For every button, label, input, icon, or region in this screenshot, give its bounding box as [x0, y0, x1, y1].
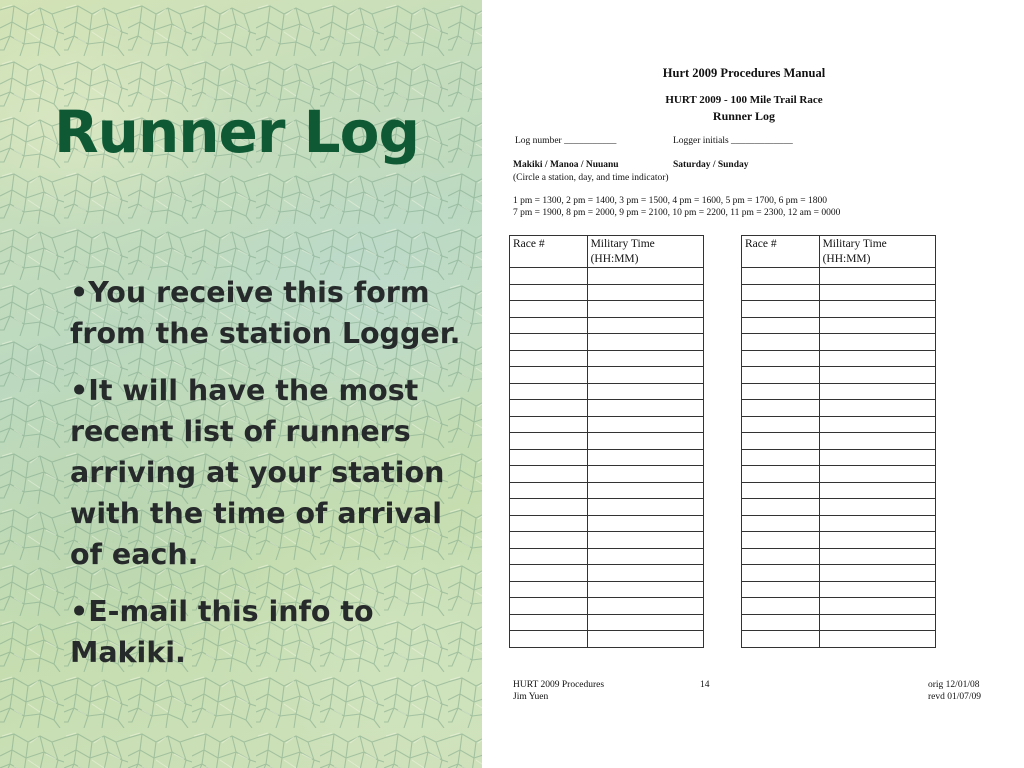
table-row [510, 350, 704, 367]
table-row [510, 301, 704, 318]
table-header-row [742, 236, 936, 268]
table-row [742, 631, 936, 648]
military-time-cell [819, 400, 935, 417]
military-time-cell [587, 350, 703, 367]
runner-log-table-left [509, 235, 704, 648]
military-time-cell [819, 433, 935, 450]
military-time-cell [819, 383, 935, 400]
military-time-cell [587, 482, 703, 499]
military-time-cell [587, 466, 703, 483]
military-time-cell [819, 350, 935, 367]
race-number-header: Race # [510, 236, 588, 268]
race-number-cell [742, 268, 820, 285]
military-time-cell [587, 334, 703, 351]
military-time-cell [587, 367, 703, 384]
day-options: Saturday / Sunday [673, 160, 749, 170]
military-time-cell [819, 598, 935, 615]
military-time-cell [587, 383, 703, 400]
table-row [742, 449, 936, 466]
table-row [742, 433, 936, 450]
bullet-receive-form: •You receive this form from the station Logger. [70, 276, 461, 350]
table-row [510, 581, 704, 598]
race-number-cell [510, 466, 588, 483]
table-row [510, 598, 704, 615]
footer-original-date: orig 12/01/08 [928, 680, 980, 690]
race-number-cell [510, 565, 588, 582]
military-time-cell [587, 400, 703, 417]
military-time-cell [587, 449, 703, 466]
manual-title: Hurt 2009 Procedures Manual [662, 66, 826, 80]
table-row [510, 433, 704, 450]
race-number-cell [510, 449, 588, 466]
race-number-cell [742, 515, 820, 532]
military-time-cell [587, 631, 703, 648]
military-time-cell [587, 416, 703, 433]
military-time-cell [587, 548, 703, 565]
footer-author: Jim Yuen [513, 692, 549, 702]
race-title: HURT 2009 - 100 Mile Trail Race [665, 94, 823, 106]
race-number-cell [510, 416, 588, 433]
textured-background-panel [0, 0, 482, 768]
table-row [510, 499, 704, 516]
military-time-cell [587, 532, 703, 549]
table-row [742, 334, 936, 351]
time-conversion-line-2: 7 pm = 1900, 8 pm = 2000, 9 pm = 2100, 10 pm = 2200, 11 pm = 2300, 12 am = 0000 [513, 208, 841, 218]
bullet-list [70, 272, 470, 689]
military-time-cell [819, 482, 935, 499]
table-row [510, 548, 704, 565]
race-number-cell [510, 301, 588, 318]
table-row [742, 598, 936, 615]
table-row [510, 317, 704, 334]
military-time-cell [587, 499, 703, 516]
table-row [742, 284, 936, 301]
table-row [510, 449, 704, 466]
race-number-cell [742, 350, 820, 367]
race-number-cell [742, 367, 820, 384]
race-number-cell [510, 284, 588, 301]
race-number-cell [742, 598, 820, 615]
military-time-cell [819, 466, 935, 483]
race-number-header: Race # [742, 236, 820, 268]
table-row [742, 317, 936, 334]
footer-page-number: 14 [700, 680, 710, 690]
footer-doc-name: HURT 2009 Procedures [513, 680, 605, 690]
military-time-header: Military Time (HH:MM) [587, 236, 703, 268]
footer-revised-date: revd 01/07/09 [928, 692, 982, 702]
slide-title: Runner Log [54, 98, 419, 166]
table-row [742, 400, 936, 417]
race-number-cell [510, 482, 588, 499]
circle-instruction: (Circle a station, day, and time indicator) [513, 173, 669, 183]
military-time-cell [819, 301, 935, 318]
time-conversion-line-1: 1 pm = 1300, 2 pm = 1400, 3 pm = 1500, 4 pm = 1600, 5 pm = 1700, 6 pm = 1800 [513, 196, 827, 206]
race-number-cell [742, 383, 820, 400]
race-number-cell [510, 433, 588, 450]
table-row [510, 284, 704, 301]
military-time-cell [819, 581, 935, 598]
table-body [510, 268, 704, 648]
race-number-cell [510, 383, 588, 400]
military-time-cell [819, 565, 935, 582]
race-number-cell [742, 334, 820, 351]
race-number-cell [742, 400, 820, 417]
table-row [510, 515, 704, 532]
table-row [510, 532, 704, 549]
military-time-cell [587, 598, 703, 615]
race-number-cell [510, 334, 588, 351]
military-time-cell [587, 515, 703, 532]
race-number-cell [742, 548, 820, 565]
military-time-cell [819, 284, 935, 301]
military-time-cell [587, 581, 703, 598]
table-header-row [510, 236, 704, 268]
race-number-cell [510, 499, 588, 516]
military-time-cell [819, 515, 935, 532]
race-number-cell [742, 631, 820, 648]
race-number-cell [510, 367, 588, 384]
race-number-cell [742, 565, 820, 582]
military-time-cell [819, 548, 935, 565]
race-number-cell [510, 581, 588, 598]
race-number-cell [742, 482, 820, 499]
military-time-cell [819, 334, 935, 351]
table-row [742, 499, 936, 516]
military-time-cell [819, 532, 935, 549]
bullet-recent-runners: •It will have the most recent list of runners arriving at your station with the time of arrival of each. [70, 374, 445, 571]
runner-log-table-right [741, 235, 936, 648]
race-number-cell [742, 317, 820, 334]
log-number-field: Log number ___________ [515, 136, 617, 146]
table-row [510, 383, 704, 400]
logger-initials-field: Logger initials _____________ [673, 136, 793, 146]
table-row [742, 350, 936, 367]
bullet-email-makiki: •E-mail this info to Makiki. [70, 595, 374, 669]
military-time-header: Military Time (HH:MM) [819, 236, 935, 268]
military-time-cell [819, 499, 935, 516]
table-row [510, 416, 704, 433]
table-row [742, 614, 936, 631]
race-number-cell [510, 400, 588, 417]
table-row [742, 548, 936, 565]
race-number-cell [510, 631, 588, 648]
military-time-cell [587, 284, 703, 301]
military-time-cell [819, 317, 935, 334]
table-row [510, 631, 704, 648]
table-row [510, 482, 704, 499]
military-time-cell [819, 268, 935, 285]
table-row [742, 383, 936, 400]
table-row [510, 400, 704, 417]
military-time-cell [819, 449, 935, 466]
military-time-cell [819, 631, 935, 648]
table-row [510, 334, 704, 351]
race-number-cell [510, 317, 588, 334]
table-row [742, 482, 936, 499]
military-time-cell [819, 416, 935, 433]
table-row [742, 416, 936, 433]
race-number-cell [510, 532, 588, 549]
race-number-cell [742, 416, 820, 433]
runner-log-form-page [482, 0, 1024, 768]
table-row [510, 565, 704, 582]
table-row [510, 614, 704, 631]
table-row [510, 268, 704, 285]
race-number-cell [510, 515, 588, 532]
table-row [742, 515, 936, 532]
military-time-cell [587, 268, 703, 285]
table-row [742, 565, 936, 582]
race-number-cell [742, 449, 820, 466]
race-number-cell [510, 598, 588, 615]
race-number-cell [510, 614, 588, 631]
military-time-cell [587, 301, 703, 318]
race-number-cell [742, 614, 820, 631]
military-time-cell [587, 614, 703, 631]
race-number-cell [510, 548, 588, 565]
military-time-cell [587, 317, 703, 334]
race-number-cell [510, 350, 588, 367]
table-row [742, 268, 936, 285]
station-options: Makiki / Manoa / Nuuanu [513, 160, 619, 170]
table-row [510, 367, 704, 384]
table-row [742, 581, 936, 598]
table-row [742, 301, 936, 318]
race-number-cell [510, 268, 588, 285]
table-row [510, 466, 704, 483]
race-number-cell [742, 301, 820, 318]
table-body [742, 268, 936, 648]
form-title: Runner Log [712, 109, 776, 123]
military-time-cell [819, 367, 935, 384]
military-time-cell [587, 565, 703, 582]
military-time-cell [819, 614, 935, 631]
race-number-cell [742, 532, 820, 549]
race-number-cell [742, 284, 820, 301]
table-row [742, 532, 936, 549]
table-row [742, 367, 936, 384]
race-number-cell [742, 466, 820, 483]
table-row [742, 466, 936, 483]
race-number-cell [742, 433, 820, 450]
race-number-cell [742, 581, 820, 598]
race-number-cell [742, 499, 820, 516]
military-time-cell [587, 433, 703, 450]
